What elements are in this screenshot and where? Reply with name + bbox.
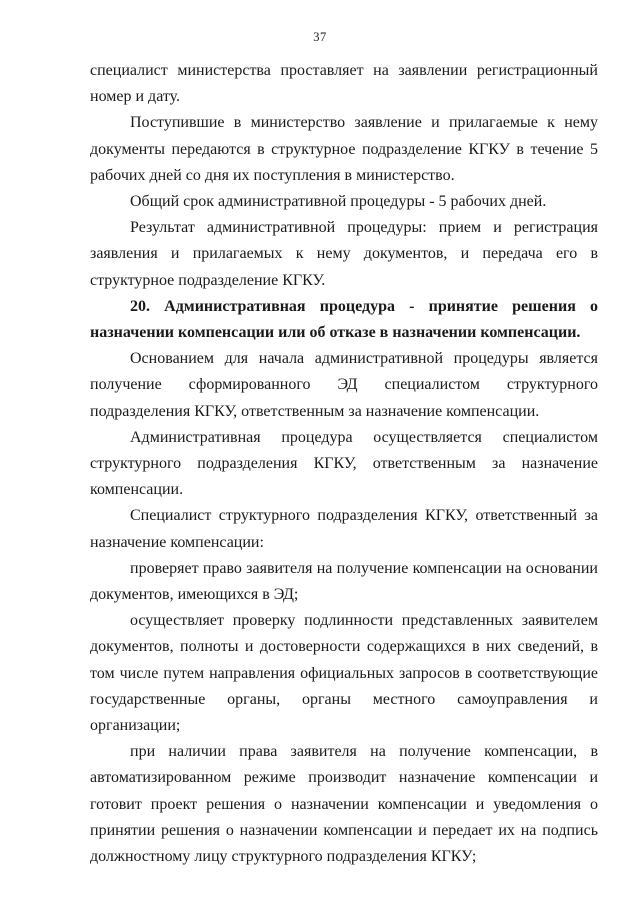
paragraph-basis: Основанием для начала административной процедуры является получение сформированного ЭД специалистом структурного подразделения КГКУ, ответственным за назначение компенсации. [90, 350, 598, 420]
paragraph-specialist-intro: Специалист структурного подразделения КГКУ, ответственный за назначение компенсации: [90, 507, 598, 551]
paragraph-procedure-result: Результат административной процедуры: прием и регистрация заявления и прилагаемых к нему документов, и передача его в структурное подразделение КГКУ. [90, 219, 598, 289]
list-item-verifies-documents: осуществляет проверку подлинности представленных заявителем документов, полноты и достоверности содержащихся в них сведений, в том числе путем направления официальных запросов в соответствующие государственные органы, органы местного самоуправления и организации; [90, 612, 598, 735]
page-number: 37 [313, 30, 327, 44]
paragraph-continuation: специалист министерства проставляет на заявлении регистрационный номер и дату. [90, 62, 598, 106]
document-body [90, 58, 598, 870]
paragraph-executor: Административная процедура осуществляется специалистом структурного подразделения КГКУ, ответственным за назначение компенсации. [90, 428, 598, 499]
paragraph-total-term: Общий срок административной процедуры - 5 рабочих дней. [130, 193, 547, 211]
paragraph-submission: Поступившие в министерство заявление и прилагаемые к нему документы передаются в структурное подразделение КГКУ в течение 5 рабочих дней со дня их поступления в министерство. [90, 114, 598, 184]
section-heading-20: 20. Административная процедура - принятие решения о назначении компенсации или об отказе в назначении компенсации. [90, 297, 598, 342]
list-item-checks-right: проверяет право заявителя на получение компенсации на основании документов, имеющихся в ЭД; [90, 559, 598, 604]
list-item-assigns-compensation: при наличии права заявителя на получение компенсации, в автоматизированном режиме производит назначение компенсации и готовит проект решения о назначении компенсации и уведомления о принятии решения о назначении компенсации и передает их на подпись должностному лицу структурного подразделения КГКУ; [90, 743, 598, 866]
